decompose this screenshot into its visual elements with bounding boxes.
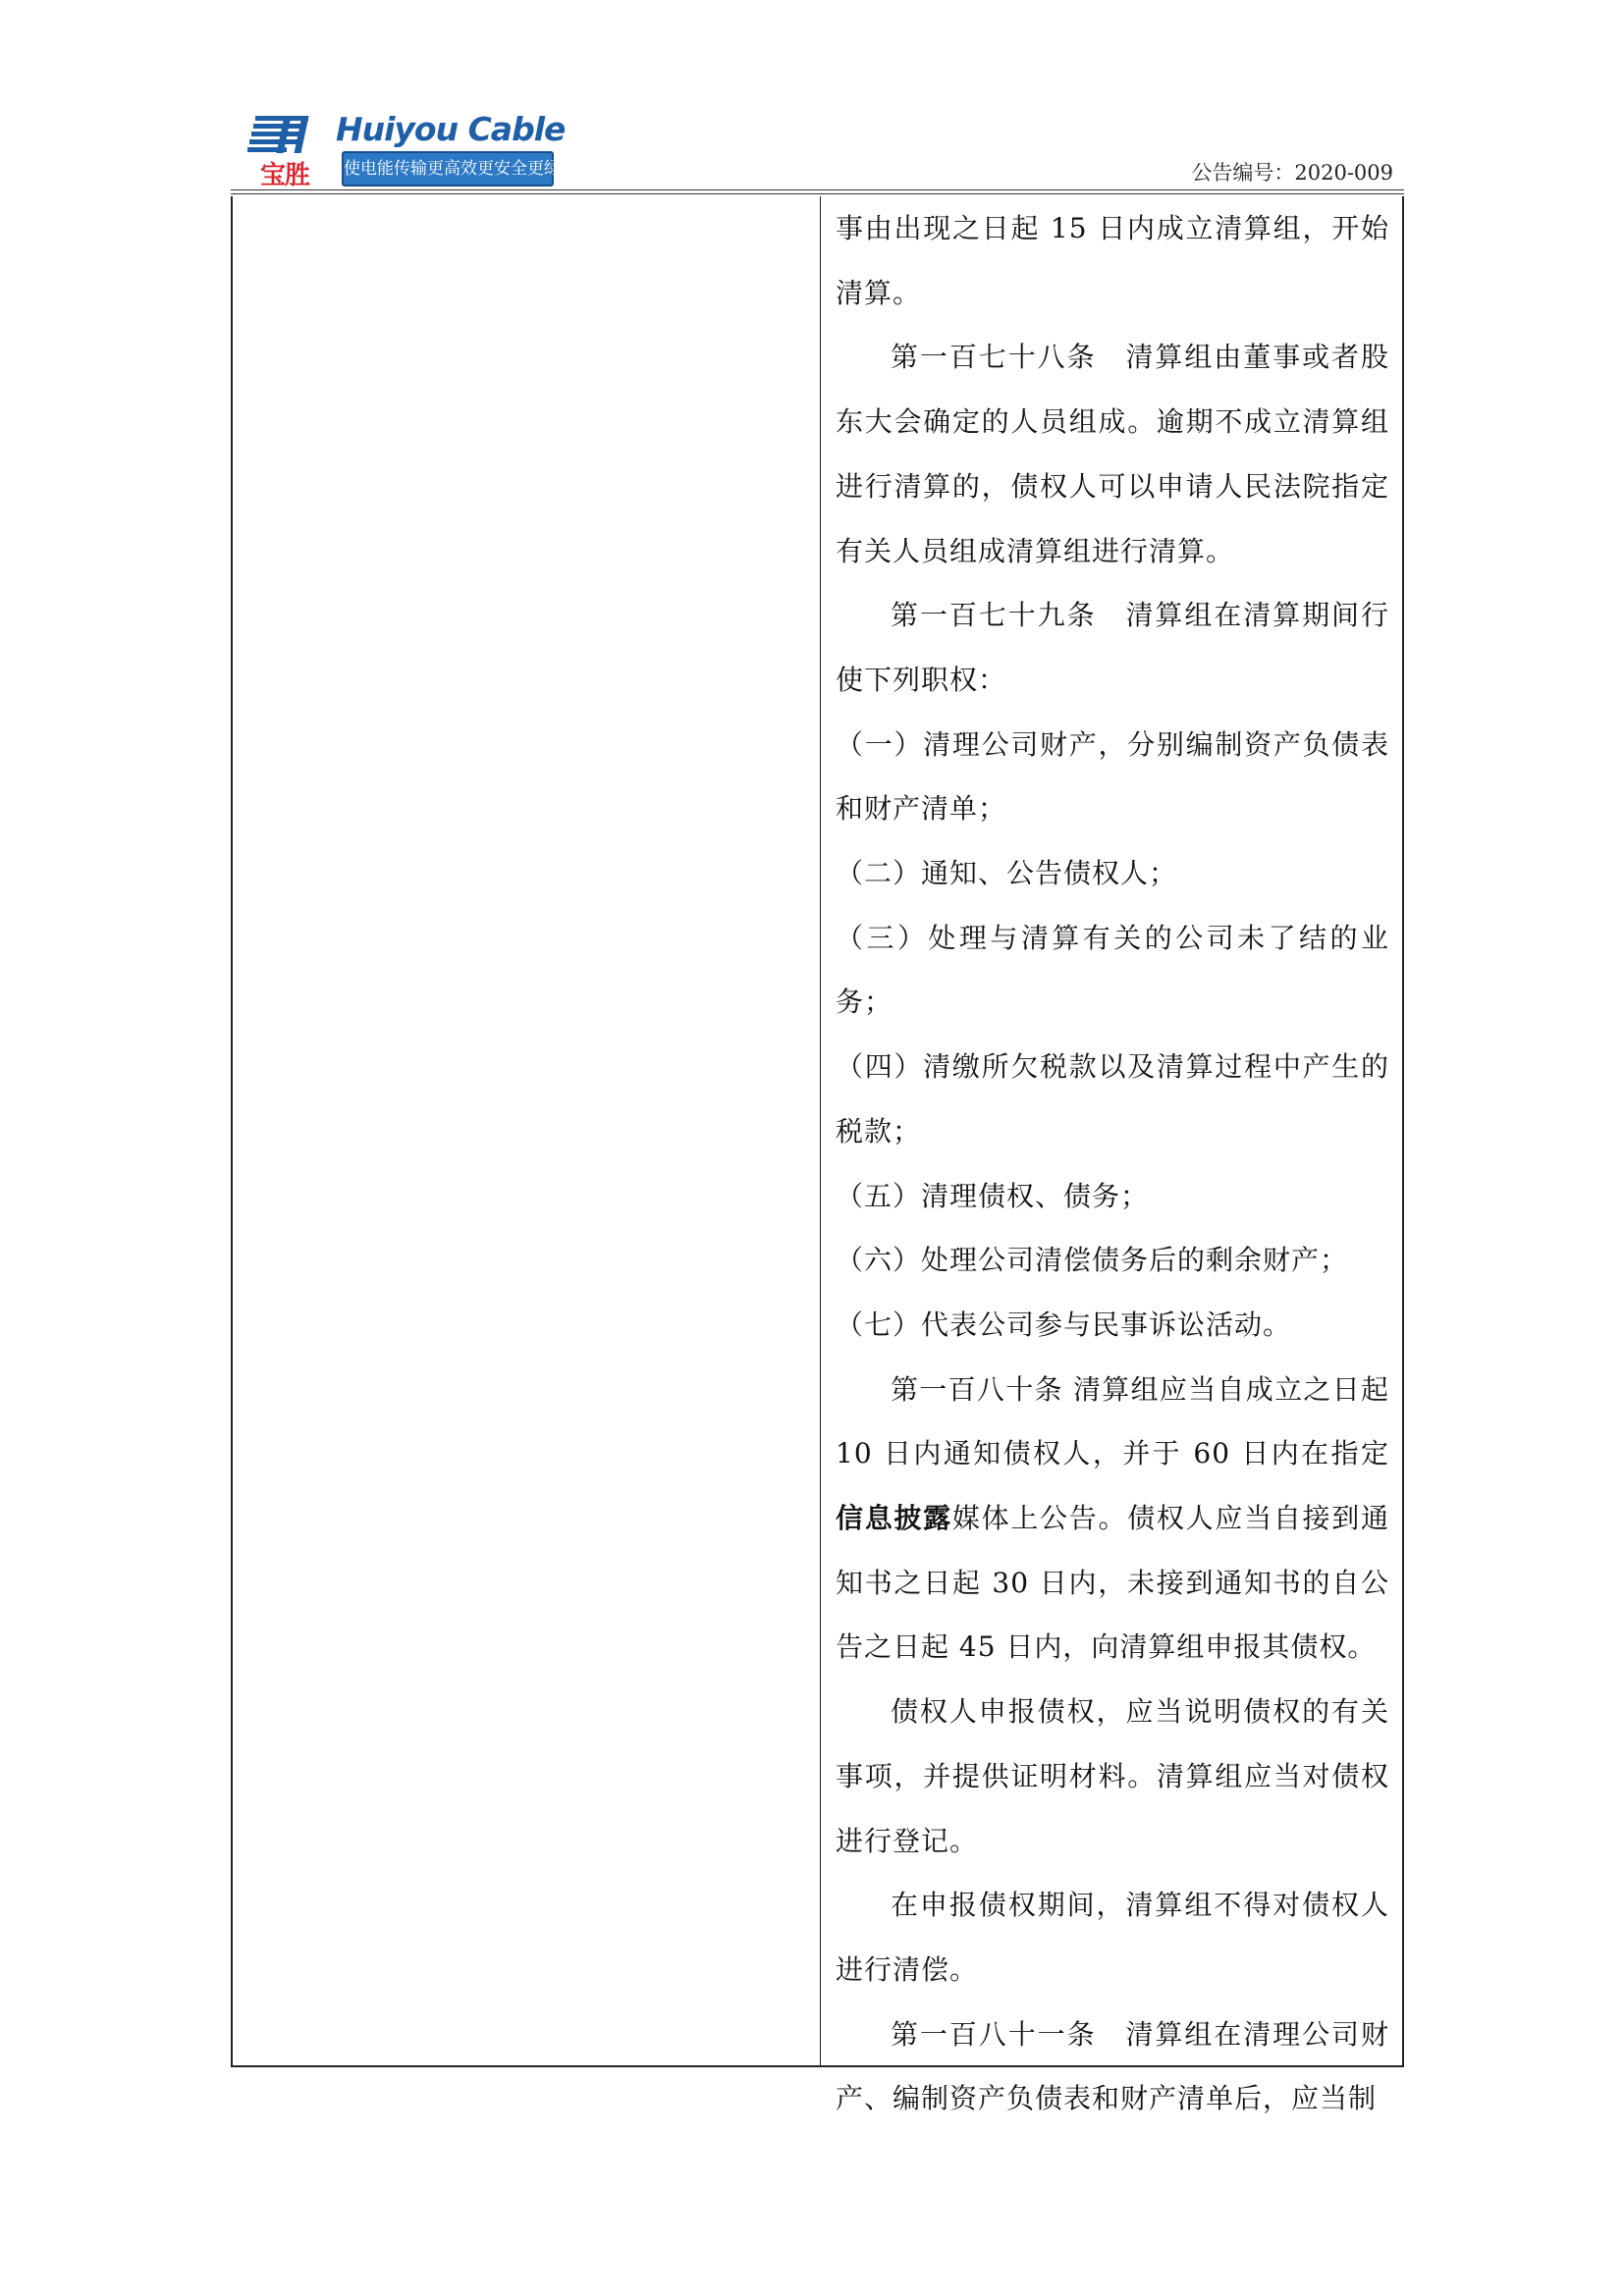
comparison-table xyxy=(231,196,1404,2115)
paragraph: （三）处理与清算有关的公司未了结的业务； xyxy=(836,921,1389,1019)
article-180-bold-term: 信息披露 xyxy=(836,1502,952,1535)
logo-slogan: 使电能传输更高效更安全更绿色 xyxy=(342,151,554,187)
paragraph: 第一百八十一条 清算组在清理公司财产、编制资产负债表和财产清单后，应当制 xyxy=(836,2017,1389,2115)
article-180-text-after: 媒体上公告。债权人应当自接到通知书之日起 30 日内，未接到通知书的自公告之日起 45 日内，向清算组申报其债权。 xyxy=(836,1502,1389,1664)
paragraph: 事由出现之日起 15 日内成立清算组，开始清算。 xyxy=(836,212,1389,309)
announcement-number: 公告编号：2020-009 xyxy=(1191,161,1393,185)
logo-chinese-name: 宝胜 xyxy=(259,161,309,190)
paragraph: （六）处理公司清偿债务后的剩余财产； xyxy=(836,1244,1349,1277)
article-paragraphs-continued xyxy=(836,1680,1389,2131)
table-right-cell xyxy=(836,196,1389,2115)
paragraph: 在申报债权期间，清算组不得对债权人进行清偿。 xyxy=(836,1889,1389,1986)
column-divider xyxy=(820,196,821,2065)
paragraph: （五）清理债权、债务； xyxy=(836,1179,1150,1212)
paragraph: （七）代表公司参与民事诉讼活动。 xyxy=(836,1308,1292,1341)
header-rule-thin xyxy=(231,189,1404,190)
paragraph: （二）通知、公告债权人； xyxy=(836,857,1178,890)
article-180-paragraph xyxy=(836,1358,1389,1681)
paragraph: （一）清理公司财产，分别编制资产负债表和财产清单； xyxy=(836,727,1389,826)
table-left-cell xyxy=(233,196,820,2065)
paragraph: （四）清缴所欠税款以及清算过程中产生的税款； xyxy=(836,1050,1389,1148)
paragraph: 第一百七十九条 清算组在清算期间行使下列职权： xyxy=(836,599,1389,696)
header-rule xyxy=(231,193,1404,194)
logo-english-name: Huiyou Cable xyxy=(336,110,566,148)
article-paragraphs xyxy=(836,196,1389,1358)
article-180-text-before: 第一百八十条 清算组应当自成立之日起 10 日内通知债权人，并于 60 日内在指定 xyxy=(836,1372,1389,1470)
company-logo xyxy=(245,110,577,190)
paragraph: 第一百七十八条 清算组由董事或者股东大会确定的人员组成。逾期不成立清算组进行清算的，债权人可以申请人民法院指定有关人员组成清算组进行清算。 xyxy=(836,341,1389,567)
paragraph: 债权人申报债权，应当说明债权的有关事项，并提供证明材料。清算组应当对债权进行登记。 xyxy=(836,1695,1389,1857)
